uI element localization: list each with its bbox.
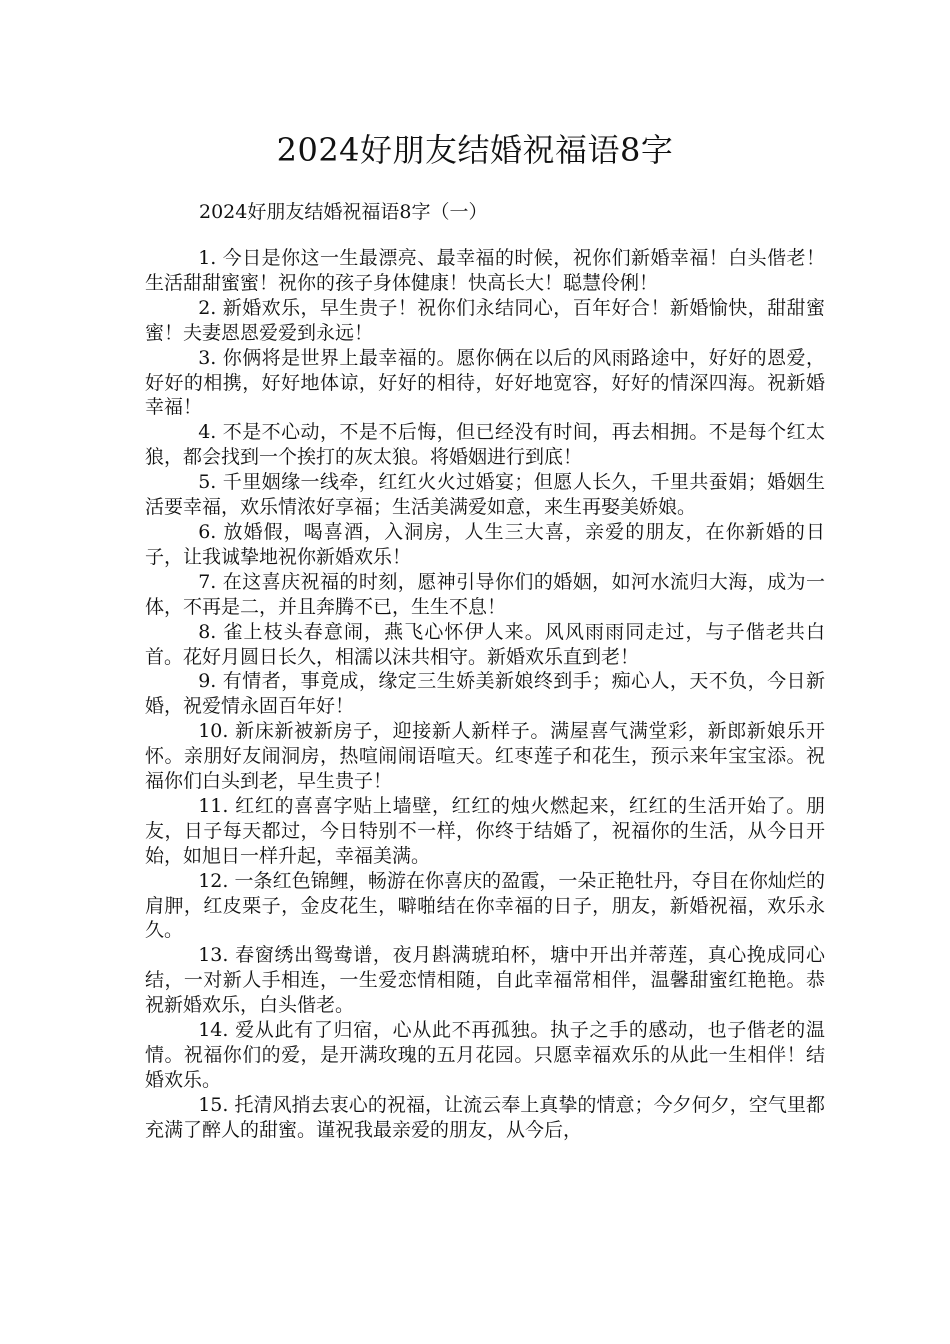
paragraph-6: 6. 放婚假，喝喜酒，入洞房，人生三大喜，亲爱的朋友，在你新婚的日子，让我诚挚地祝你新婚欢乐！ <box>145 520 825 568</box>
paragraph-8: 8. 雀上枝头春意闹，燕飞心怀伊人来。风风雨雨同走过，与子偕老共白首。花好月圆日长久，相濡以沫共相守。新婚欢乐直到老！ <box>145 620 825 668</box>
paragraph-13: 13. 春窗绣出鸳鸯谱，夜月斟满琥珀杯，塘中开出并蒂莲，真心挽成同心结，一对新人手相连，一生爱恋情相随，自此幸福常相伴，温馨甜蜜红艳艳。恭祝新婚欢乐，白头偕老。 <box>145 944 825 1017</box>
paragraph-12: 12. 一条红色锦鲤，畅游在你喜庆的盈霞，一朵正艳牡丹，夺目在你灿烂的肩胛，红皮栗子，金皮花生，噼啪结在你幸福的日子，朋友，新婚祝福，欢乐永久。 <box>145 869 825 942</box>
paragraph-9: 9. 有情者，事竟成，缘定三生娇美新娘终到手；痴心人，天不负，今日新婚，祝爱情永固百年好！ <box>145 670 825 718</box>
document-title: 2024好朋友结婚祝福语8字 <box>276 131 674 169</box>
paragraph-10: 10. 新床新被新房子，迎接新人新样子。满屋喜气满堂彩，新郎新娘乐开怀。亲朋好友闹洞房，热喧闹闹语喧天。红枣莲子和花生，预示来年宝宝添。祝福你们白头到老，早生贵子！ <box>145 720 825 793</box>
paragraph-5: 5. 千里姻缘一线牵，红红火火过婚宴；但愿人长久，千里共蚕娟；婚姻生活要幸福，欢乐情浓好享福；生活美满爱如意，来生再娶美娇娘。 <box>145 471 825 519</box>
paragraph-2: 2. 新婚欢乐，早生贵子！祝你们永结同心，百年好合！新婚愉快，甜甜蜜蜜！夫妻恩恩爱爱到永远！ <box>145 296 825 344</box>
paragraph-11: 11. 红红的喜喜字贴上墙壁，红红的烛火燃起来，红红的生活开始了。朋友，日子每天都过，今日特别不一样，你终于结婚了，祝福你的生活，从今日开始，如旭日一样升起，幸福美满。 <box>145 794 825 867</box>
paragraph-4: 4. 不是不心动，不是不后悔，但已经没有时间，再去相拥。不是每个红太狼，都会找到一个挨打的灰太狼。将婚姻进行到底！ <box>145 421 825 469</box>
paragraph-7: 7. 在这喜庆祝福的时刻，愿神引导你们的婚姻，如河水流归大海，成为一体，不再是二，并且奔腾不已，生生不息！ <box>145 570 825 618</box>
paragraph-15: 15. 托清风捎去衷心的祝福，让流云奉上真挚的情意；今夕何夕，空气里都充满了醉人的甜蜜。谨祝我最亲爱的朋友，从今后， <box>145 1093 825 1141</box>
document-body <box>145 246 825 1143</box>
paragraph-1: 1. 今日是你这一生最漂亮、最幸福的时候，祝你们新婚幸福！白头偕老！生活甜甜蜜蜜！祝你的孩子身体健康！快高长大！聪慧伶俐！ <box>145 247 825 294</box>
paragraph-14: 14. 爱从此有了归宿，心从此不再孤独。执子之手的感动，也子偕老的温情。祝福你们的爱，是开满玫瑰的五月花园。只愿幸福欢乐的从此一生相伴！结婚欢乐。 <box>145 1019 825 1091</box>
paragraph-3: 3. 你俩将是世界上最幸福的。愿你俩在以后的风雨路途中，好好的恩爱，好好的相携，好好地体谅，好好的相待，好好地宽容，好好的情深四海。祝新婚幸福！ <box>145 346 825 419</box>
section-subtitle: 2024好朋友结婚祝福语8字（一） <box>199 201 488 223</box>
